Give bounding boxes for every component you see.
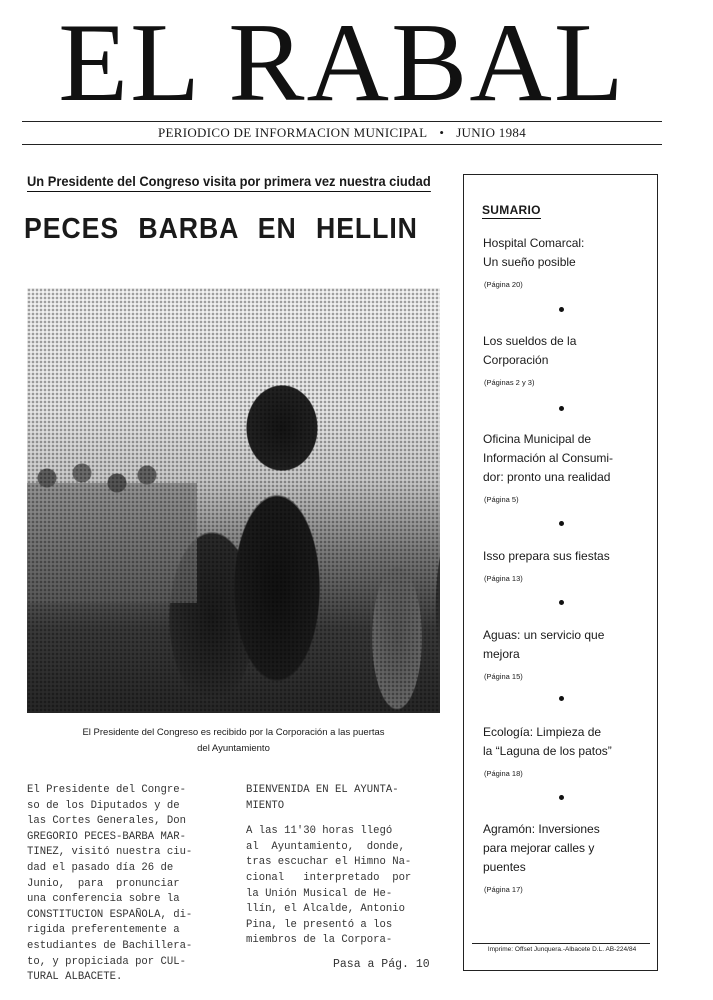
- body-line: miembros de la Corpora-: [246, 934, 393, 947]
- sumario-item: [483, 547, 643, 584]
- bullet-icon: [559, 406, 564, 411]
- sumario-item-title: Hospital Comarcal:: [483, 236, 585, 250]
- photo-halftone: [27, 288, 440, 713]
- sumario-item-page: (Página 18): [484, 769, 523, 778]
- photo-caption: [27, 725, 440, 757]
- body-line: rigida preferentemente a: [27, 924, 180, 937]
- body-line: llín, el Alcalde, Antonio: [246, 903, 405, 916]
- sumario-box: [463, 174, 658, 971]
- sumario-item-title: Oficina Municipal de: [483, 432, 592, 446]
- body-line: Junio, para pronunciar: [27, 877, 180, 890]
- sumario-item: [483, 626, 643, 682]
- sumario-item-title: Isso prepara sus fiestas: [483, 549, 610, 563]
- sumario-item-page: (Página 20): [484, 280, 523, 289]
- bullet-icon: [559, 521, 564, 526]
- body-line: A las 11'30 horas llegó: [246, 825, 393, 838]
- sumario-item: [483, 820, 643, 895]
- body-line: estudiantes de Bachillera-: [27, 939, 193, 952]
- body-line: tras escuchar el Himno Na-: [246, 856, 412, 869]
- body-column-1: [27, 783, 223, 986]
- sumario-item-title: puentes: [483, 860, 526, 874]
- body-line: una conferencia sobre la: [27, 893, 180, 906]
- body-line: CONSTITUCION ESPAÑOLA, di-: [27, 908, 193, 921]
- body-line: El Presidente del Congre-: [27, 784, 186, 796]
- sumario-item: [483, 332, 643, 388]
- bullet-icon: [559, 795, 564, 800]
- sumario-title: SUMARIO: [482, 203, 541, 217]
- separator-dot: •: [439, 125, 445, 140]
- sumario-item-page: (Página 17): [484, 885, 523, 894]
- body-line: GREGORIO PECES-BARBA MAR-: [27, 830, 186, 843]
- sumario-item: [483, 723, 643, 779]
- body-line: la Unión Musical de He-: [246, 887, 393, 900]
- article-headline: PECES BARBA EN HELLIN: [24, 213, 418, 245]
- publication-description: PERIODICO DE INFORMACION MUNICIPAL: [157, 125, 428, 140]
- sumario-item-page: (Páginas 2 y 3): [484, 378, 535, 387]
- imprint-rule: [472, 943, 650, 944]
- masthead-subtitle-bar: [22, 124, 662, 142]
- body-line: TURAL ALBACETE.: [27, 971, 123, 984]
- sumario-item-page: (Página 15): [484, 672, 523, 681]
- caption-line: del Ayuntamiento: [197, 743, 270, 754]
- masthead-rule-bottom: [22, 144, 662, 145]
- sumario-item-title: Información al Consumi-: [483, 451, 614, 465]
- body-line: las Cortes Generales, Don: [27, 815, 186, 828]
- subheading-line: BIENVENIDA EN EL AYUNTA-: [246, 784, 399, 796]
- body-line: al Ayuntamiento, donde,: [246, 840, 405, 853]
- sumario-item: [483, 430, 643, 505]
- masthead-title: EL RABAL: [58, 1, 626, 125]
- sumario-item-title: mejora: [483, 647, 520, 661]
- caption-line: El Presidente del Congreso es recibido por la Corporación a las puertas: [82, 727, 385, 738]
- subheading-line: MIENTO: [246, 799, 285, 812]
- body-line: so de los Diputados y de: [27, 799, 180, 812]
- article-kicker: Un Presidente del Congreso visita por primera vez nuestra ciudad: [27, 172, 431, 192]
- sumario-item-title: la “Laguna de los patos”: [483, 744, 612, 758]
- bullet-icon: [559, 307, 564, 312]
- masthead-rule-top: [22, 121, 662, 122]
- body-line: cional interpretado por: [246, 871, 412, 884]
- body-line: TINEZ, visitó nuestra ciu-: [27, 846, 193, 859]
- sumario-item-page: (Página 13): [484, 574, 523, 583]
- body-line: Pina, le presentó a los: [246, 918, 393, 931]
- sumario-item-title: Corporación: [483, 353, 549, 367]
- issue-date: JUNIO 1984: [456, 125, 527, 140]
- imprint-note: Imprime: Offset Junquera.-Albacete D.L. AB-224/84: [487, 946, 637, 953]
- body-line: to, y propiciada por CUL-: [27, 955, 186, 968]
- lead-photo: [27, 288, 440, 713]
- continued-on-page: Pasa a Pág. 10: [333, 958, 430, 971]
- body-line: dad el pasado día 26 de: [27, 861, 174, 874]
- sumario-item: [483, 234, 643, 290]
- sumario-item-title: Agramón: Inversiones: [483, 822, 600, 836]
- bullet-icon: [559, 696, 564, 701]
- sumario-item-title: Los sueldos de la: [483, 334, 577, 348]
- sumario-item-title: Ecología: Limpieza de: [483, 725, 602, 739]
- sumario-item-title: Aguas: un servicio que: [483, 628, 605, 642]
- sumario-item-page: (Página 5): [484, 495, 519, 504]
- bullet-icon: [559, 600, 564, 605]
- sumario-item-title: para mejorar calles y: [483, 841, 595, 855]
- sumario-item-title: Un sueño posible: [483, 255, 576, 269]
- body-column-2: [246, 783, 442, 949]
- sumario-item-title: dor: pronto una realidad: [483, 470, 611, 484]
